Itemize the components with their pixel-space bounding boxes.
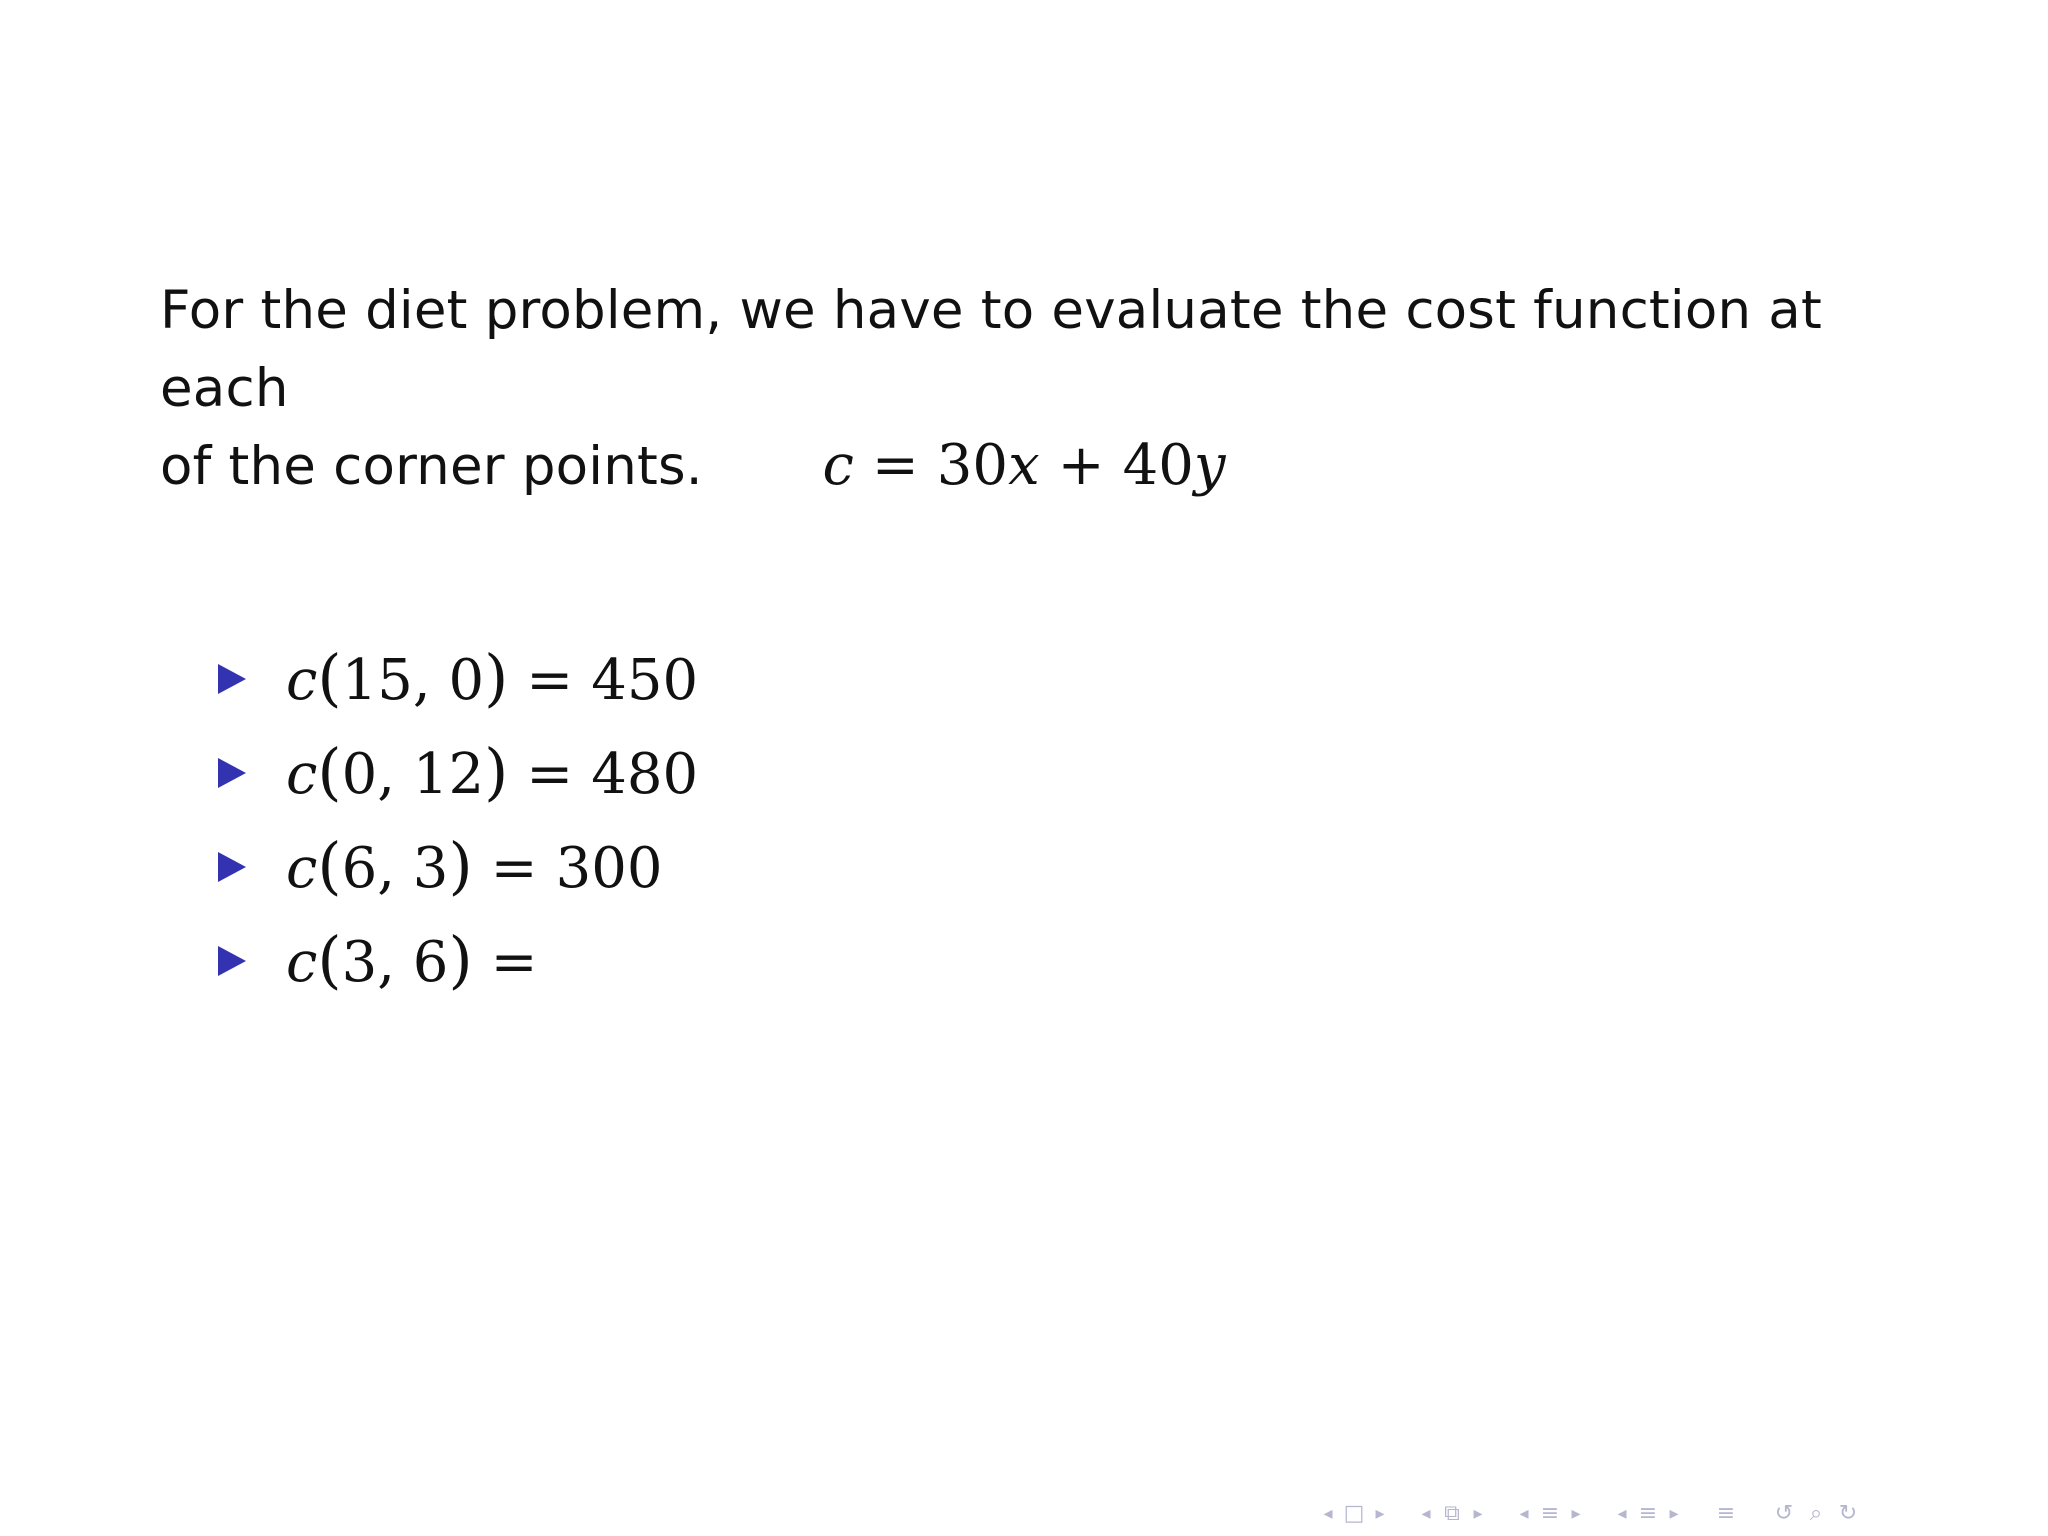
evaluation-expression bbox=[286, 830, 662, 905]
prev-subsection-arrow-icon[interactable]: ◂ bbox=[1421, 1503, 1431, 1524]
equals-sign: = bbox=[490, 835, 538, 901]
result-value: 480 bbox=[591, 741, 699, 807]
result-value: 450 bbox=[591, 647, 699, 713]
open-paren: ( bbox=[317, 828, 342, 902]
back-icon[interactable]: ↺ bbox=[1774, 1501, 1794, 1526]
equals-sign: = bbox=[526, 741, 574, 807]
open-paren: ( bbox=[317, 922, 342, 996]
formula-term2-coef: 40 bbox=[1122, 433, 1194, 498]
bullet-triangle-icon bbox=[218, 664, 246, 694]
next-section-arrow-icon[interactable]: ▸ bbox=[1571, 1503, 1581, 1524]
func-args: 0, 12 bbox=[341, 741, 485, 807]
formula-term1-var: x bbox=[1008, 433, 1040, 498]
close-paren: ) bbox=[484, 734, 509, 808]
formula-plus: + bbox=[1057, 433, 1105, 498]
forward-icon[interactable]: ↻ bbox=[1838, 1501, 1858, 1526]
close-paren: ) bbox=[448, 922, 473, 996]
formula-lhs: c bbox=[822, 433, 854, 498]
subsection-list-icon[interactable]: ≡ bbox=[1638, 1501, 1658, 1526]
section-icon[interactable]: ≡ bbox=[1540, 1501, 1560, 1526]
search-icon[interactable]: ⌕ bbox=[1809, 1501, 1823, 1526]
intro-line-1: For the diet problem, we have to evaluate the cost function at each bbox=[160, 280, 1822, 419]
equals-sign: = bbox=[490, 929, 538, 995]
next-document-arrow-icon[interactable]: ▸ bbox=[1669, 1503, 1679, 1524]
func-args: 6, 3 bbox=[341, 835, 449, 901]
bullet-triangle-icon bbox=[218, 946, 246, 976]
toc-icon[interactable]: ≡ bbox=[1716, 1501, 1736, 1526]
history-nav-group bbox=[1770, 1496, 1862, 1532]
subsection-icon[interactable]: ⧉ bbox=[1444, 1501, 1460, 1526]
subsection-nav-group bbox=[1418, 1496, 1486, 1532]
frame-icon[interactable]: □ bbox=[1343, 1501, 1365, 1526]
func-args: 3, 6 bbox=[341, 929, 449, 995]
prev-document-arrow-icon[interactable]: ◂ bbox=[1617, 1503, 1627, 1524]
func-name: c bbox=[286, 741, 318, 807]
frame-nav-group bbox=[1320, 1496, 1388, 1532]
result-value: 300 bbox=[555, 835, 663, 901]
equals-sign: = bbox=[526, 647, 574, 713]
evaluation-expression bbox=[286, 924, 556, 999]
evaluation-list bbox=[218, 632, 698, 1008]
open-paren: ( bbox=[317, 640, 342, 714]
func-args: 15, 0 bbox=[341, 647, 485, 713]
next-frame-arrow-icon[interactable]: ▸ bbox=[1375, 1503, 1385, 1524]
func-name: c bbox=[286, 647, 318, 713]
list-item bbox=[218, 632, 698, 726]
list-item bbox=[218, 726, 698, 820]
formula-term2-var: y bbox=[1193, 433, 1226, 498]
formula-equals: = bbox=[871, 433, 919, 498]
evaluation-expression bbox=[286, 736, 698, 811]
bullet-triangle-icon bbox=[218, 852, 246, 882]
intro-line-2: of the corner points. bbox=[160, 436, 703, 497]
list-item bbox=[218, 914, 698, 1008]
section-nav-group bbox=[1516, 1496, 1584, 1532]
close-paren: ) bbox=[484, 640, 509, 714]
list-item bbox=[218, 820, 698, 914]
cost-function-formula bbox=[0, 430, 2048, 502]
evaluation-expression bbox=[286, 642, 698, 717]
document-nav-group bbox=[1614, 1496, 1682, 1532]
toc-nav-group bbox=[1712, 1496, 1740, 1532]
next-subsection-arrow-icon[interactable]: ▸ bbox=[1473, 1503, 1483, 1524]
beamer-navigation-bar bbox=[1320, 1496, 1886, 1532]
close-paren: ) bbox=[448, 828, 473, 902]
func-name: c bbox=[286, 929, 318, 995]
prev-section-arrow-icon[interactable]: ◂ bbox=[1519, 1503, 1529, 1524]
bullet-triangle-icon bbox=[218, 758, 246, 788]
formula-term1-coef: 30 bbox=[936, 433, 1009, 498]
open-paren: ( bbox=[317, 734, 342, 808]
prev-frame-arrow-icon[interactable]: ◂ bbox=[1323, 1503, 1333, 1524]
func-name: c bbox=[286, 835, 318, 901]
